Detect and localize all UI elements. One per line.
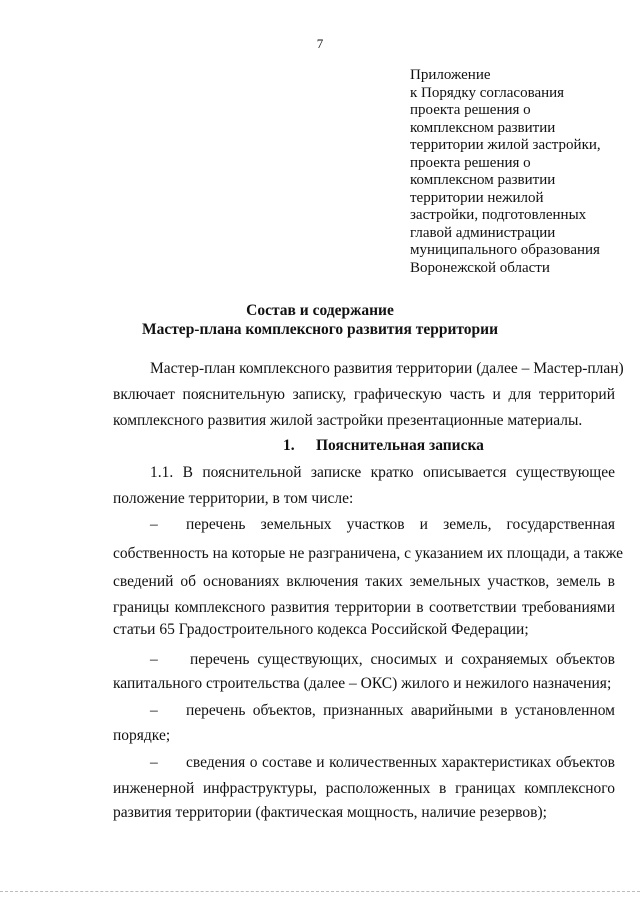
- bullet-line: сведений об основаниях включения таких земельных участков, земель в: [113, 573, 615, 590]
- appendix-line: комплексном развитии: [410, 119, 556, 136]
- appendix-line: территории нежилой: [410, 189, 544, 206]
- bullet-line: собственность на которые не разграничена, с указанием их площади, а также: [113, 545, 623, 562]
- appendix-line: застройки, подготовленных: [410, 207, 587, 223]
- appendix-line: проекта решения о: [410, 102, 531, 118]
- section-title: Пояснительная записка: [316, 437, 484, 454]
- bullet-line: инженерной инфраструктуры, расположенных в границах комплексного: [113, 780, 615, 797]
- bullet-line: границы комплексного развития территории в соответствии требованиями: [113, 599, 615, 616]
- appendix-line: территории жилой застройки,: [410, 137, 601, 153]
- section-number: 1.: [283, 437, 295, 454]
- bullet-line: капитального строительства (далее – ОКС) жилого и нежилого назначения;: [113, 675, 612, 692]
- appendix-line: проекта решения о: [410, 154, 531, 171]
- intro-line: Мастер-план комплексного развития территории (далее – Мастер-план): [150, 360, 624, 377]
- bullet-dash: –: [150, 651, 158, 668]
- bullet-line: развития территории (фактическая мощность, наличие резервов);: [113, 804, 547, 821]
- bullet-line: перечень земельных участков и земель, государственная: [186, 516, 615, 533]
- intro-line: включает пояснительную записку, графическую часть и для территорий: [113, 386, 615, 403]
- page-number: 7: [316, 36, 324, 51]
- page-bottom-rule: [0, 891, 640, 893]
- paragraph-line: положение территории, в том числе:: [113, 490, 354, 507]
- bullet-line: перечень существующих, сносимых и сохраняемых объектов: [190, 651, 615, 668]
- document-title-line1: Состав и содержание: [246, 302, 394, 319]
- appendix-line: Приложение: [410, 67, 491, 83]
- intro-line: комплексного развития жилой застройки презентационные материалы.: [113, 412, 583, 429]
- appendix-line: муниципального образования: [410, 242, 600, 258]
- bullet-line: перечень объектов, признанных аварийными в установленном: [186, 702, 615, 719]
- appendix-block: [410, 67, 630, 277]
- appendix-line: Воронежской области: [410, 259, 550, 276]
- bullet-dash: –: [150, 754, 158, 771]
- bullet-line: статьи 65 Градостроительного кодекса Российской Федерации;: [113, 621, 529, 638]
- appendix-line: к Порядку согласования: [410, 84, 565, 101]
- appendix-line: комплексном развитии: [410, 172, 556, 188]
- bullet-line: порядке;: [113, 727, 171, 744]
- bullet-dash: –: [150, 516, 158, 533]
- bullet-dash: –: [150, 702, 158, 719]
- appendix-line: главой администрации: [410, 224, 556, 241]
- document-title-line2: Мастер-плана комплексного развития территории: [141, 321, 499, 338]
- bullet-line: сведения о составе и количественных характеристиках объектов: [186, 754, 615, 771]
- paragraph-line: 1.1. В пояснительной записке кратко описывается существующее: [150, 464, 615, 481]
